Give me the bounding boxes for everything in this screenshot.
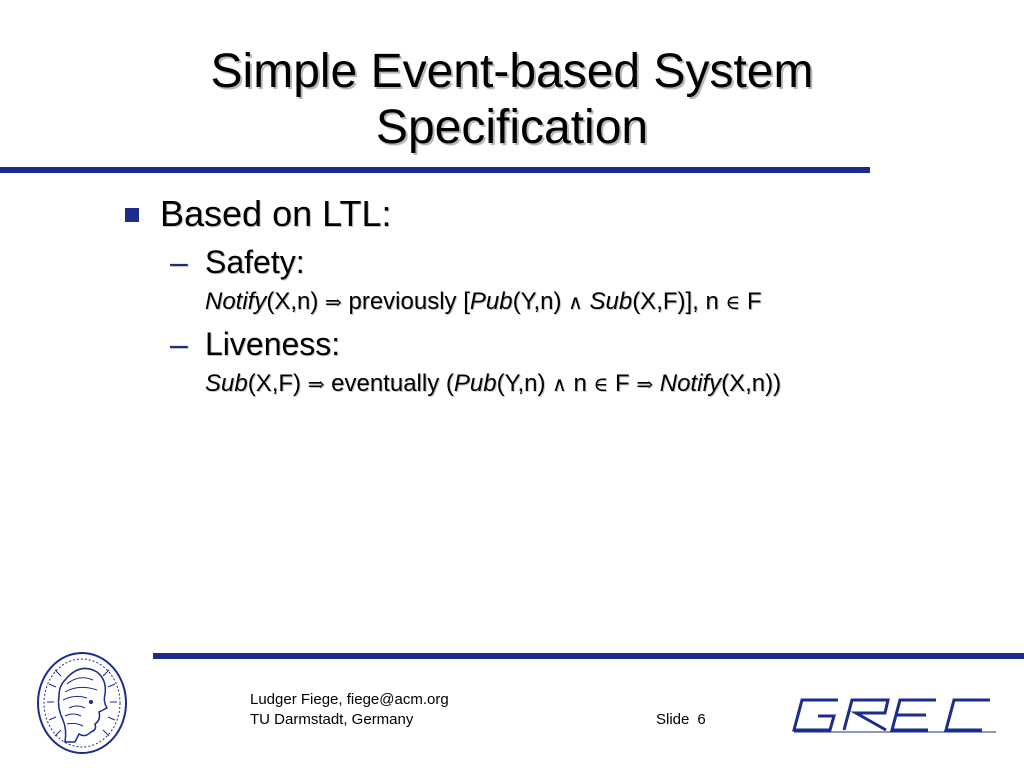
and-symbol: ∧ bbox=[552, 372, 567, 396]
dash-bullet-icon: – bbox=[170, 326, 188, 362]
element-of-symbol: ∈ bbox=[725, 290, 741, 314]
formula-term: Pub bbox=[453, 370, 497, 397]
slide-number-label: Slide bbox=[656, 711, 690, 728]
formula-term: Pub bbox=[469, 288, 513, 315]
implies-symbol: ⇒ bbox=[307, 372, 325, 396]
grec-logo-icon bbox=[790, 697, 1000, 733]
formula-text: n bbox=[566, 370, 594, 397]
implies-symbol: ⇒ bbox=[636, 372, 654, 396]
formula-text: F bbox=[740, 288, 762, 315]
bottom-divider bbox=[153, 653, 1024, 659]
footer-author: Ludger Fiege, fiege@acm.org bbox=[250, 691, 449, 708]
formula-text: eventually ( bbox=[324, 370, 454, 397]
formula-text: previously [ bbox=[341, 288, 470, 315]
safety-formula bbox=[205, 287, 762, 317]
formula-text: (Y,n) bbox=[512, 288, 569, 315]
implies-symbol: ⇒ bbox=[325, 290, 342, 314]
formula-text: (X,F)], n bbox=[632, 288, 726, 315]
formula-term: Notify bbox=[205, 288, 267, 315]
formula-text: (X,n)) bbox=[721, 370, 782, 397]
formula-text: (Y,n) bbox=[496, 370, 553, 397]
slide-number-value: 6 bbox=[697, 711, 706, 728]
and-symbol: ∧ bbox=[568, 290, 583, 314]
sub-bullet-liveness: Liveness: bbox=[205, 326, 341, 362]
sub-bullet-safety: Safety: bbox=[205, 244, 305, 280]
title-line-1: Simple Event-based System bbox=[210, 45, 814, 98]
university-seal-icon bbox=[35, 650, 130, 755]
element-of-symbol: ∈ bbox=[593, 372, 609, 396]
formula-text bbox=[653, 370, 660, 397]
dash-bullet-icon: – bbox=[170, 244, 188, 280]
title-line-2: Specification bbox=[375, 101, 649, 154]
formula-text: F bbox=[608, 370, 637, 397]
formula-text: (X,n) bbox=[266, 288, 326, 315]
bullet-based-on-ltl: Based on LTL: bbox=[160, 193, 392, 234]
formula-text: (X,F) bbox=[247, 370, 308, 397]
slide-number bbox=[656, 710, 714, 729]
formula-term: Notify bbox=[659, 370, 722, 397]
formula-term: Sub bbox=[205, 370, 248, 397]
formula-term: Sub bbox=[589, 288, 633, 315]
liveness-formula bbox=[205, 369, 781, 399]
footer-affiliation: TU Darmstadt, Germany bbox=[250, 711, 414, 728]
square-bullet-icon bbox=[125, 208, 139, 222]
